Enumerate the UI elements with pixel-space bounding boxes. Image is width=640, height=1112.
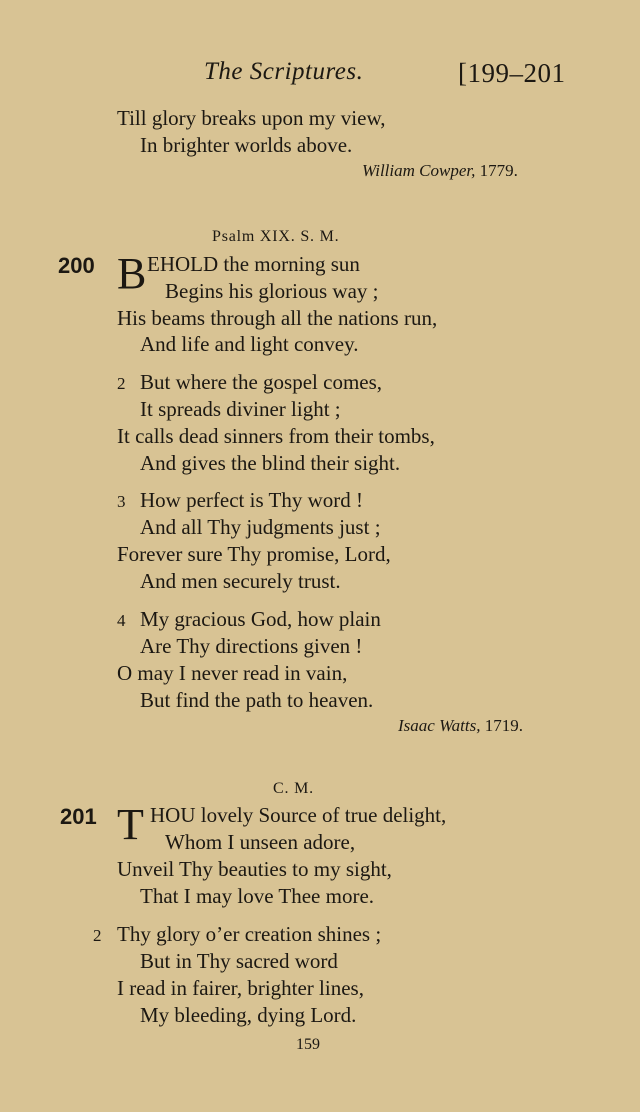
hymn-200-line: It spreads diviner light ; — [140, 397, 341, 421]
author-year: 1719. — [484, 716, 523, 735]
running-header-title: The Scriptures. — [204, 58, 364, 85]
hymn-200-line: And men securely trust. — [140, 569, 341, 593]
hymn-200-line: How perfect is Thy word ! — [140, 488, 363, 512]
hymn-200-line: Begins his glorious way ; — [165, 279, 379, 303]
hymn-200-line: And gives the blind their sight. — [140, 451, 401, 475]
hymn-201-first-line — [150, 805, 446, 826]
hymn-199-line: In brighter worlds above. — [140, 133, 353, 157]
stanza-number: 2 — [117, 374, 126, 393]
author-name: Isaac Watts, — [398, 716, 481, 735]
hymn-201-line: Thy glory o’er creation shines ; — [117, 922, 382, 946]
hymn-200-line: But where the gospel comes, — [140, 370, 383, 394]
hymn-201-line: But in Thy sacred word — [140, 949, 338, 973]
hymn-201-drop-cap: T — [117, 800, 144, 849]
hymn-number-201: 201 — [60, 804, 97, 829]
stanza-number: 3 — [117, 492, 126, 511]
hymn-200-attribution — [398, 716, 523, 736]
author-year: 1779. — [479, 161, 518, 180]
hymn-200-line: And all Thy judgments just ; — [140, 515, 381, 539]
stanza-number: 4 — [117, 611, 126, 630]
hymn-200-line: It calls dead sinners from their tombs, — [117, 424, 435, 448]
hymn-200-heading: Psalm XIX. S. M. — [212, 228, 340, 245]
hymn-200-line: His beams through all the nations run, — [117, 306, 438, 330]
hymn-200-line: O may I never read in vain, — [117, 661, 348, 685]
hymn-201-line: That I may love Thee more. — [140, 884, 375, 908]
first-line-rest: the morning sun — [223, 252, 360, 276]
stanza-number: 2 — [93, 926, 102, 945]
first-word-rest: HOU — [150, 803, 196, 827]
hymn-200-line: My gracious God, how plain — [140, 607, 381, 631]
first-line-rest: lovely Source of true delight, — [200, 803, 447, 827]
hymn-200-drop-cap: B — [117, 249, 147, 298]
hymn-201-line: My bleeding, dying Lord. — [140, 1003, 357, 1027]
hymn-200-line: But find the path to heaven. — [140, 688, 374, 712]
hymn-200-line: Are Thy directions given ! — [140, 634, 363, 658]
hymn-201-heading: C. M. — [273, 780, 314, 797]
hymn-200-line: Forever sure Thy promise, Lord, — [117, 542, 391, 566]
hymn-200-first-line — [147, 254, 360, 275]
author-name: William Cowper, — [362, 161, 476, 180]
first-word-rest: EHOLD — [147, 252, 219, 276]
hymn-number-200: 200 — [58, 253, 95, 278]
hymn-199-line: Till glory breaks upon my view, — [117, 106, 386, 130]
hymn-201-line: Unveil Thy beauties to my sight, — [117, 857, 392, 881]
running-header-hymn-range: [199–201 — [458, 58, 566, 88]
hymn-200-line: And life and light convey. — [140, 332, 359, 356]
hymn-201-line: I read in fairer, brighter lines, — [117, 976, 364, 1000]
hymn-199-attribution — [362, 161, 518, 181]
hymn-201-line: Whom I unseen adore, — [165, 830, 356, 854]
page-number: 159 — [296, 1036, 320, 1053]
